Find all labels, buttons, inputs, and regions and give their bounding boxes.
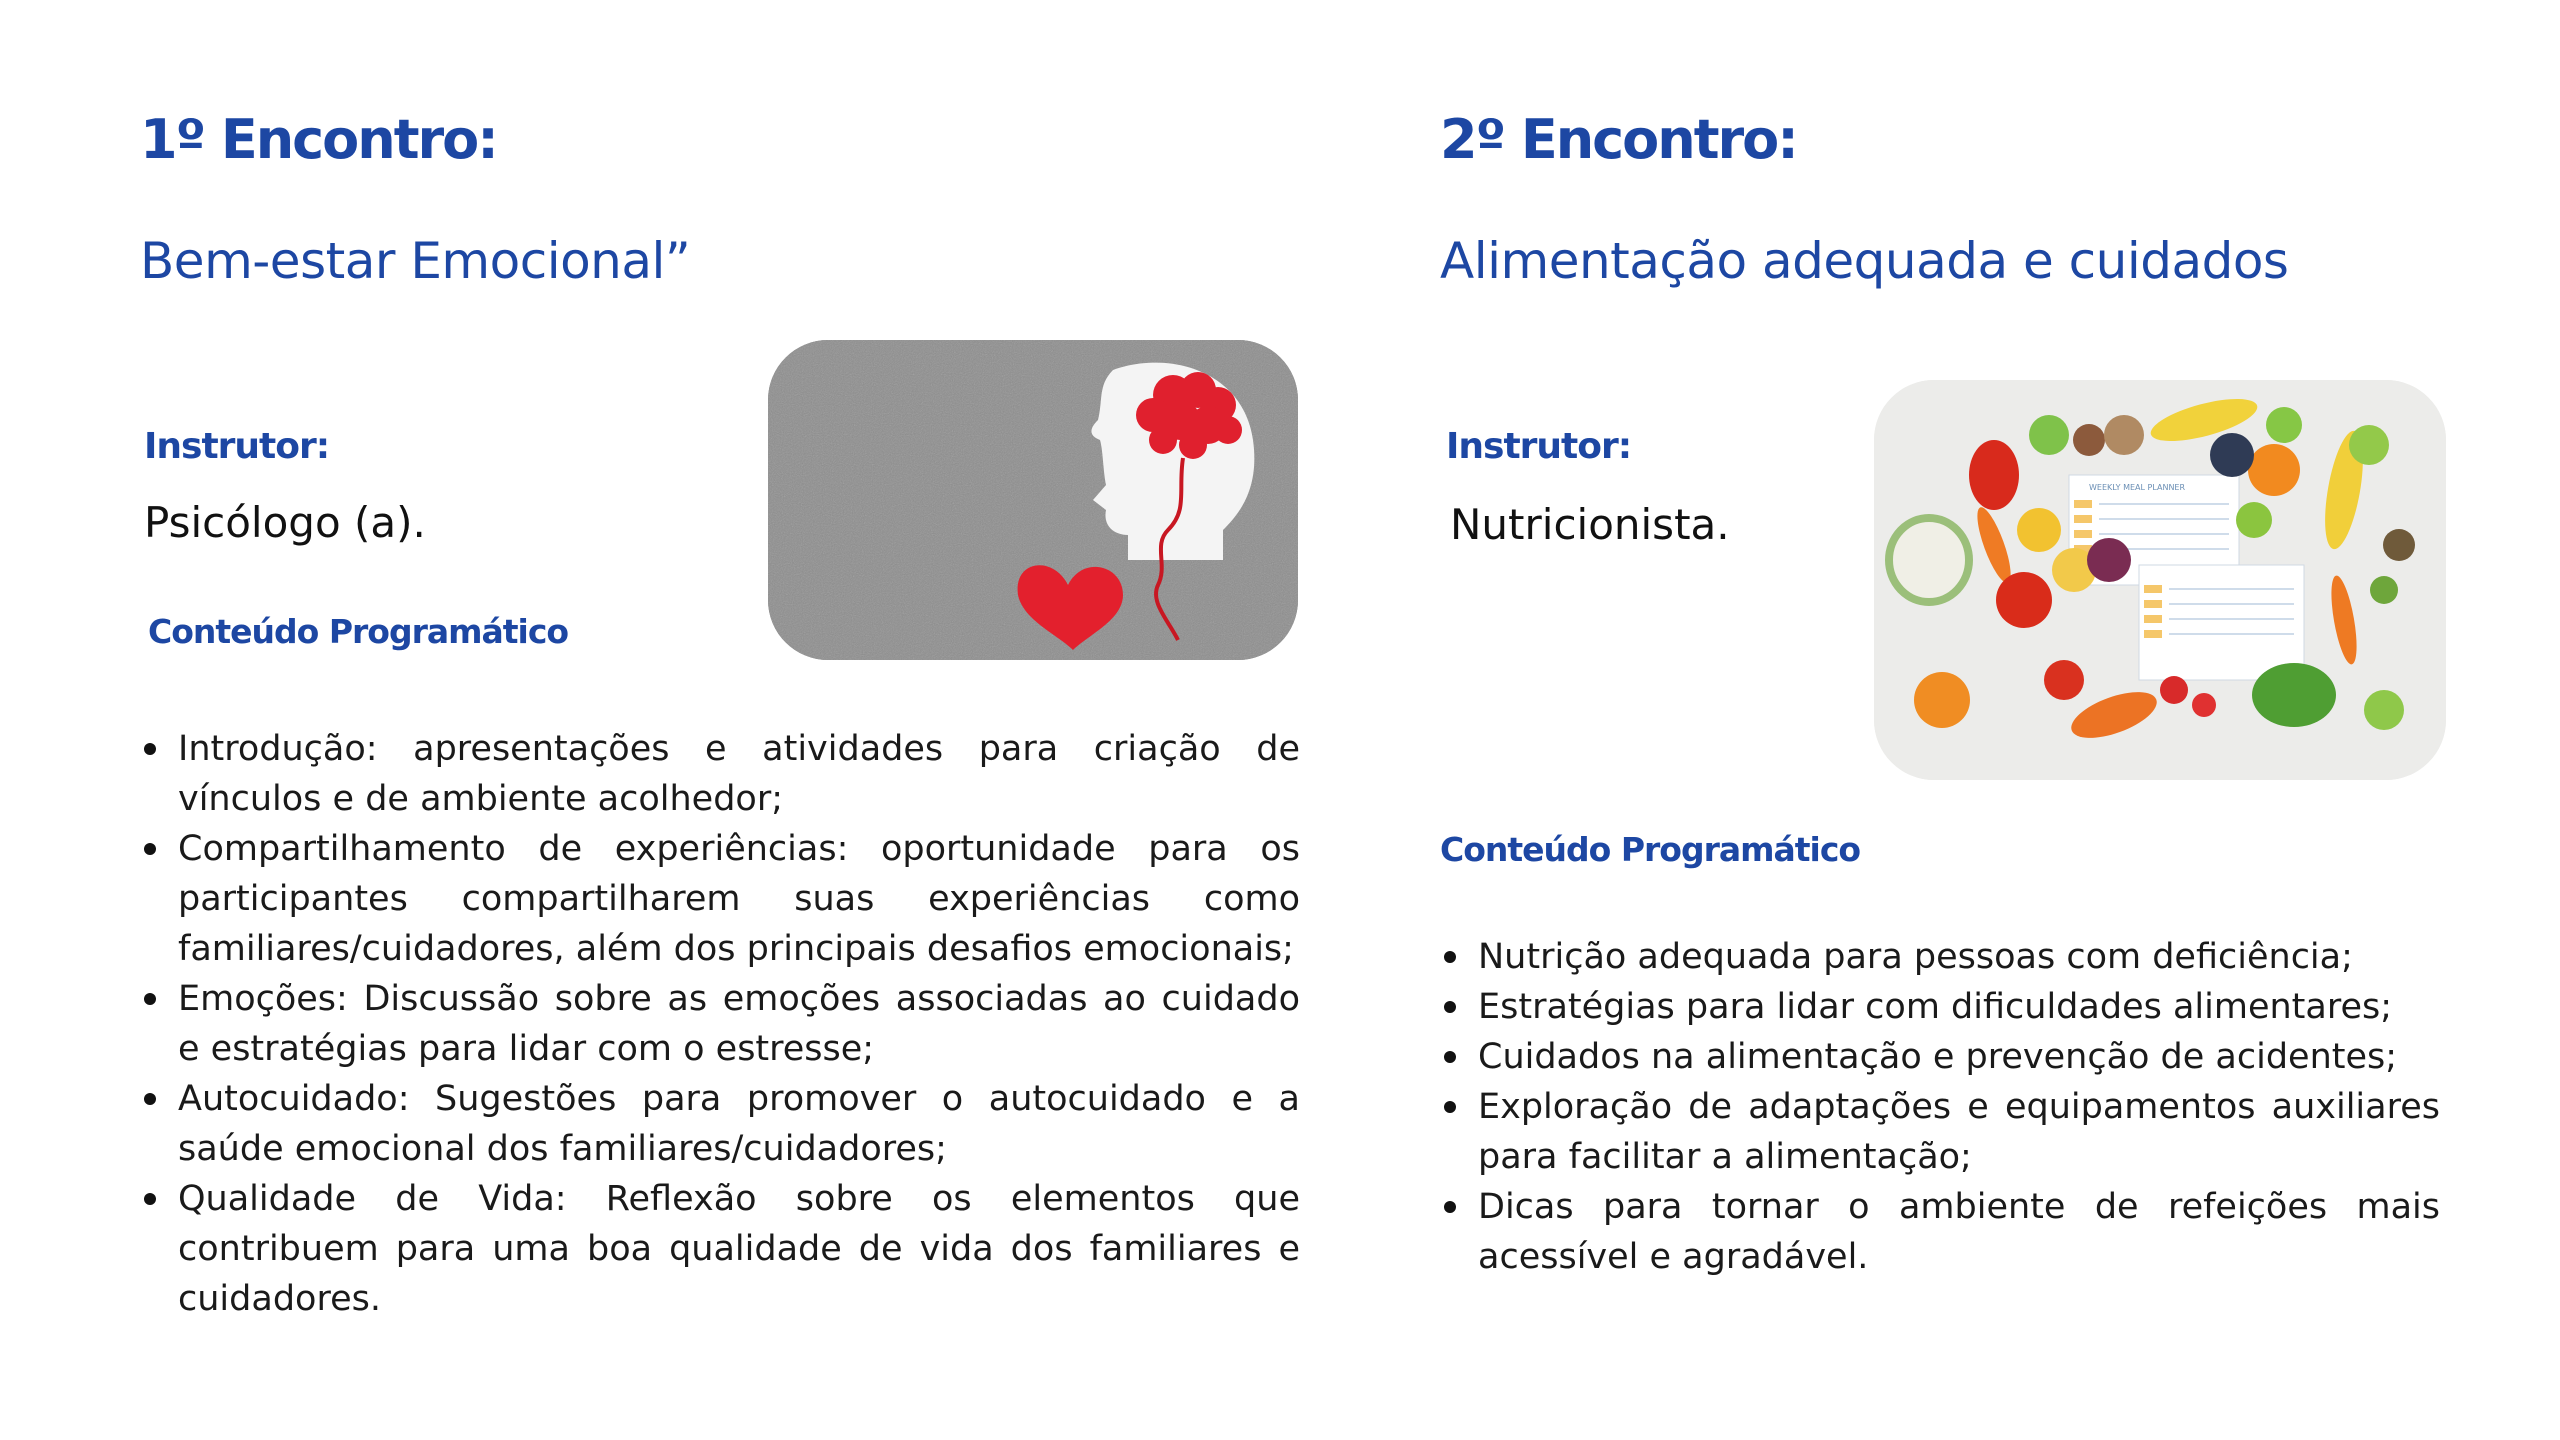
fruits-vegetables-illustration <box>1874 380 2446 780</box>
list-item <box>140 824 1300 974</box>
topic-text: Nutrição adequada para pessoas com deficiência; <box>1478 937 2353 977</box>
topic-text: Introdução: apresentações e atividades para criação de vínculos e de ambiente acolhedor; <box>178 729 1300 819</box>
meeting-2-instructor-label: Instrutor: <box>1446 426 1632 467</box>
meeting-2-instructor: Nutricionista. <box>1450 500 1730 549</box>
topic-text: Dicas para tornar o ambiente de refeições mais acessível e agradável. <box>1478 1187 2440 1277</box>
topic-text: Emoções: Discussão sobre as emoções associadas ao cuidado e estratégias para lidar com o estresse; <box>178 979 1300 1069</box>
list-item <box>1440 1032 2440 1082</box>
meeting-1 <box>140 0 1300 1440</box>
list-item <box>1440 1082 2440 1182</box>
planner-label: WEEKLY MEAL PLANNER <box>2089 483 2186 492</box>
meeting-2-topics <box>1440 932 2440 1282</box>
bullet-icon <box>144 1193 156 1205</box>
topic-text: Exploração de adaptações e equipamentos auxiliares para facilitar a alimentação; <box>1478 1087 2440 1177</box>
list-item <box>1440 982 2440 1032</box>
meeting-2-title: 2º Encontro: <box>1440 108 1797 171</box>
list-item <box>140 974 1300 1074</box>
topic-text: Autocuidado: Sugestões para promover o autocuidado e a saúde emocional dos familiares/cuidadores; <box>178 1079 1300 1169</box>
topic-text: Cuidados na alimentação e prevenção de acidentes; <box>1478 1037 2398 1077</box>
bullet-icon <box>144 993 156 1005</box>
topic-text: Estratégias para lidar com dificuldades alimentares; <box>1478 987 2393 1027</box>
meeting-1-content-heading: Conteúdo Programático <box>148 612 569 651</box>
topic-text: Compartilhamento de experiências: oportunidade para os participantes compartilharem suas experiências como familiares/cuidadores, além dos principais desafios emocionais; <box>178 829 1300 969</box>
bullet-icon <box>144 743 156 755</box>
meeting-2 <box>1440 0 2460 1440</box>
list-item <box>140 1074 1300 1174</box>
meeting-2-subtitle: Alimentação adequada e cuidados <box>1440 232 2289 290</box>
bullet-icon <box>1444 1051 1456 1063</box>
bullet-icon <box>1444 1101 1456 1113</box>
bullet-icon <box>1444 951 1456 963</box>
bullet-icon <box>144 1093 156 1105</box>
meeting-1-topics <box>140 724 1300 1324</box>
meeting-1-instructor: Psicólogo (a). <box>144 498 426 547</box>
list-item <box>140 1174 1300 1324</box>
bullet-icon <box>1444 1201 1456 1213</box>
topic-text: Qualidade de Vida: Reflexão sobre os elementos que contribuem para uma boa qualidade de vida dos familiares e cuidadores. <box>178 1179 1300 1319</box>
meeting-1-title: 1º Encontro: <box>140 108 497 171</box>
list-item <box>1440 1182 2440 1282</box>
meeting-1-subtitle: Bem-estar Emocional” <box>140 232 691 290</box>
list-item <box>1440 932 2440 982</box>
meeting-2-content-heading: Conteúdo Programático <box>1440 830 1861 869</box>
meeting-1-instructor-label: Instrutor: <box>144 426 330 467</box>
brain-heart-illustration <box>768 340 1298 660</box>
bullet-icon <box>144 843 156 855</box>
bullet-icon <box>1444 1001 1456 1013</box>
list-item <box>140 724 1300 824</box>
